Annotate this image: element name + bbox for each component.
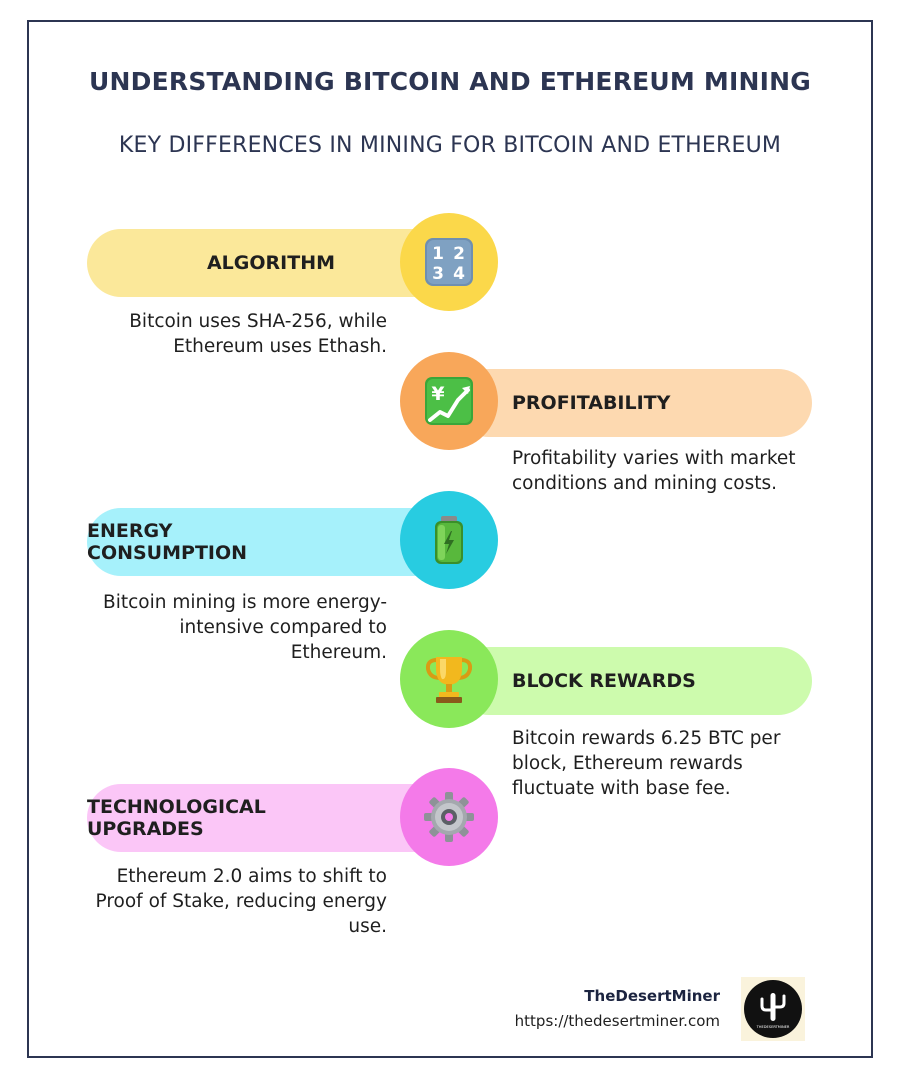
technological-upgrades-description: Ethereum 2.0 aims to shift to Proof of Stake, reducing energy use. xyxy=(95,866,387,937)
algorithm-label: ALGORITHM xyxy=(206,252,335,274)
svg-text:¥: ¥ xyxy=(431,383,445,405)
energy-consumption-description: Bitcoin mining is more energy-intensive compared to Ethereum. xyxy=(103,592,387,663)
algorithm-description: Bitcoin uses SHA-256, while Ethereum uses Ethash. xyxy=(129,311,387,357)
brand-logo xyxy=(741,977,805,1041)
profitability-label: PROFITABILITY xyxy=(512,392,671,414)
profitability-description: Profitability varies with market conditions and mining costs. xyxy=(512,448,796,494)
block-rewards-icon-circle xyxy=(400,630,498,728)
technological-upgrades-pill xyxy=(87,784,447,852)
profitability-pill xyxy=(455,369,812,437)
trophy-icon xyxy=(422,652,476,706)
algorithm-pill xyxy=(87,229,447,297)
block-rewards-pill xyxy=(455,647,812,715)
chart-yen-icon xyxy=(422,374,476,428)
svg-text:1: 1 xyxy=(432,244,444,264)
energy-consumption-pill xyxy=(87,508,447,576)
energy-consumption-label: ENERGY CONSUMPTION xyxy=(87,520,248,564)
input-numbers-icon xyxy=(422,235,476,289)
battery-icon xyxy=(422,513,476,567)
logo-text: THEDESERTMINER xyxy=(756,1025,790,1029)
svg-text:2: 2 xyxy=(453,244,465,264)
page-title: UNDERSTANDING BITCOIN AND ETHEREUM MINING xyxy=(89,67,811,96)
algorithm-icon-circle xyxy=(400,213,498,311)
brand-url[interactable]: https://thedesertminer.com xyxy=(514,1012,720,1030)
page-subtitle: KEY DIFFERENCES IN MINING FOR BITCOIN AND ETHEREUM xyxy=(118,133,782,158)
technological-upgrades-label: TECHNOLOGICAL UPGRADES xyxy=(87,796,266,840)
block-rewards-label: BLOCK REWARDS xyxy=(512,670,696,692)
cactus-logo-icon xyxy=(741,977,805,1041)
svg-text:4: 4 xyxy=(453,264,465,284)
block-rewards-description: Bitcoin rewards 6.25 BTC per block, Ethereum rewards fluctuate with base fee. xyxy=(512,728,781,799)
profitability-icon-circle xyxy=(400,352,498,450)
brand-name: TheDesertMiner xyxy=(584,987,720,1005)
technological-upgrades-icon-circle xyxy=(400,768,498,866)
energy-consumption-icon-circle xyxy=(400,491,498,589)
gear-icon xyxy=(422,790,476,844)
svg-text:3: 3 xyxy=(432,264,444,284)
